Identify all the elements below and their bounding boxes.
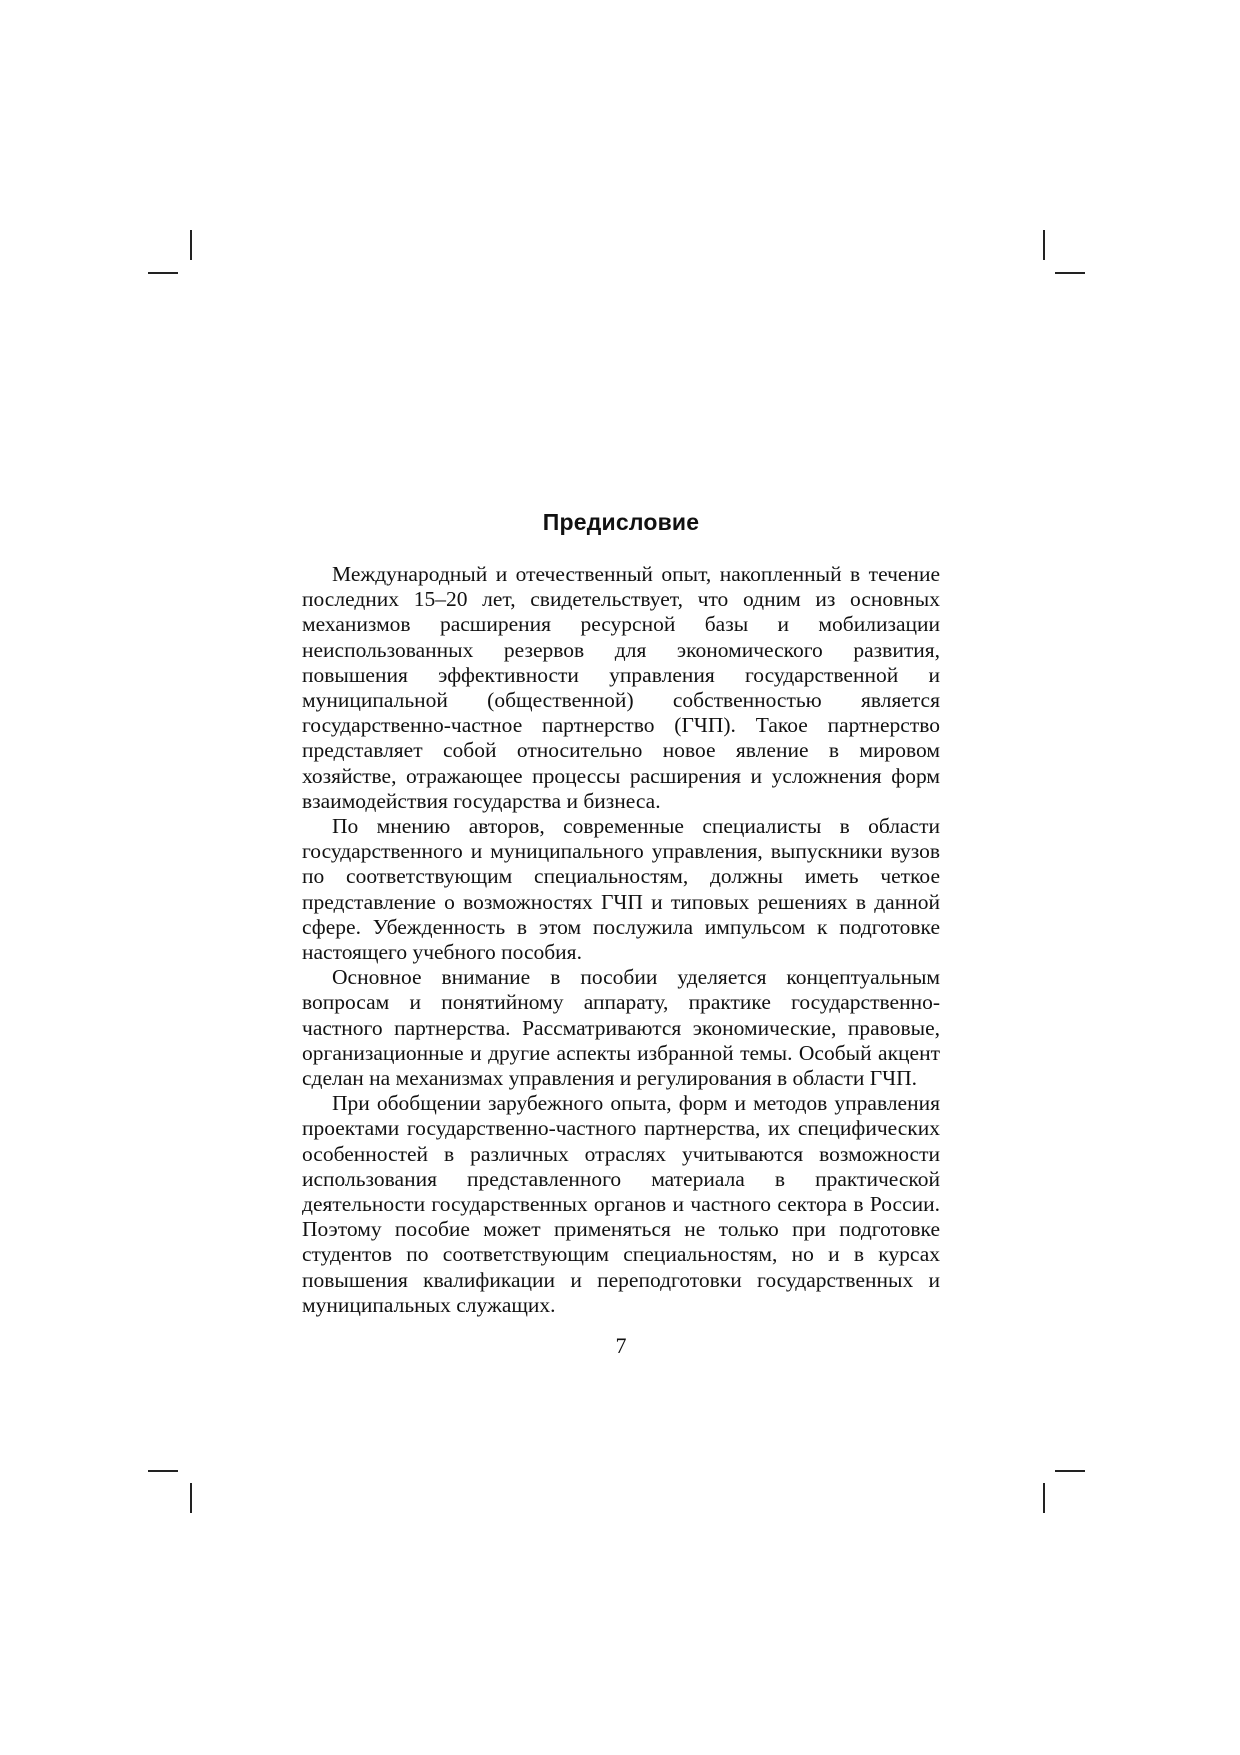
paragraph-4: При обобщении зарубежного опыта, форм и методов управления проектами государственно-частного партнерства, их специфических особенностей в различных отраслях учитываются возможности использования представленного материала в практической деятельности государственных органов и частного сектора в России. Поэтому пособие может применяться не только при подготовке студентов по соответствующим специальностям, но и в курсах повышения квалификации и переподготовки государственных и муниципальных служащих. (302, 1091, 940, 1317)
crop-mark-bottom-left-horizontal (148, 1470, 178, 1472)
paragraph-1: Международный и отечественный опыт, накопленный в течение последних 15–20 лет, свидетельствует, что одним из основных механизмов расширения ресурсной базы и мобилизации неиспользованных резервов для экономического развития, повышения эффективности управления государственной и муниципальной (общественной) собственностью является государственно-частное партнерство (ГЧП). Такое партнерство представляет собой относительно новое явление в мировом хозяйстве, отражающее процессы расширения и усложнения форм взаимодействия государства и бизнеса. (302, 562, 940, 813)
page-content (302, 506, 940, 1360)
page-title: Предисловие (542, 509, 700, 535)
paragraph-3: Основное внимание в пособии уделяется концептуальным вопросам и понятийному аппарату, практике государственно-частного партнерства. Рассматриваются экономические, правовые, организационные и другие аспекты избранной темы. Особый акцент сделан на механизмах управления и регулирования в области ГЧП. (302, 965, 940, 1091)
page-number: 7 (615, 1333, 627, 1359)
crop-mark-bottom-right-vertical (1043, 1483, 1045, 1513)
crop-mark-top-left-vertical (190, 230, 192, 260)
crop-mark-bottom-right-horizontal (1055, 1470, 1085, 1472)
crop-mark-top-right-vertical (1043, 230, 1045, 260)
crop-mark-bottom-left-vertical (190, 1483, 192, 1513)
crop-mark-top-left-horizontal (148, 272, 178, 274)
paragraph-2: По мнению авторов, современные специалисты в области государственного и муниципального управления, выпускники вузов по соответствующим специальностям, должны иметь четкое представление о возможностях ГЧП и типовых решениях в данной сфере. Убежденность в этом послужила импульсом к подготовке настоящего учебного пособия. (302, 814, 940, 965)
crop-mark-top-right-horizontal (1055, 272, 1085, 274)
